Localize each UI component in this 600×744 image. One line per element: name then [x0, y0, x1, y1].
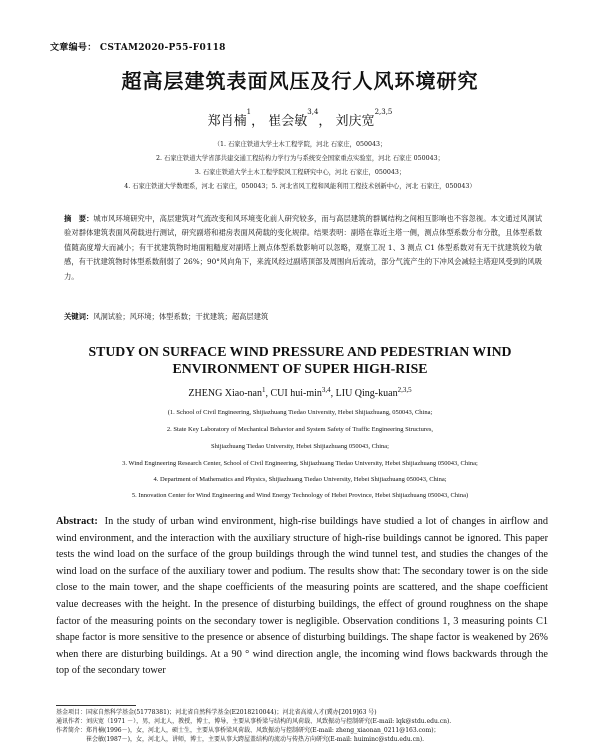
author-affiliation-mark: 3,4	[307, 108, 319, 116]
article-number: 文章编号： CSTAM2020-P55-F0118	[50, 43, 226, 53]
chinese-title: 超高层建筑表面风压及行人风环境研究	[121, 69, 479, 93]
english-affiliation: (1. School of Civil Engineering, Shijiazhuang Tiedao University, Hebei Shijiazhuang, 050043, China;	[167, 409, 433, 416]
english-abstract	[56, 514, 548, 680]
chinese-abstract-label: 摘 要：	[64, 214, 94, 223]
chinese-keywords-text: 风洞试验；风环境；体型系数；干扰建筑；超高层建筑	[93, 312, 269, 321]
author-affiliation-mark: 2,3,5	[397, 386, 412, 394]
author-name: 刘庆宽	[335, 114, 375, 129]
english-affiliation: 4. Department of Mathematics and Physics, Shijiazhuang Tiedao University, Hebei Shijiazhuang 050043, China;	[153, 476, 447, 483]
english-authors: ZHENG Xiao-nan$^1$, CUI hui-$\min^{3,4}$, LIU Qing-kuan$^{2,3,5}$	[188, 386, 412, 399]
english-affiliation: 2. State Key Laboratory of Mechanical Behavior and System Safety of Traffic Engineering Structures,	[166, 426, 434, 433]
author-name: ZHENG Xiao-nan	[188, 388, 262, 399]
author-name: CUI hui-min	[270, 388, 322, 399]
footnote-author-bio: 崔会敏(1987－)，女，河北人，讲师，博士，主要从事大跨屋盖结构的流动与传热方向研究(E-mail: huiminc@stdu.edu.cn).	[56, 736, 425, 743]
chinese-authors: 郑肖楠$^1$， 崔会敏$^{3,4}$， 刘庆宽$^{2,3,5}$	[207, 108, 393, 129]
chinese-keywords-label: 关键词：	[64, 312, 94, 321]
chinese-abstract	[64, 212, 542, 284]
english-abstract-label: Abstract:	[56, 516, 98, 527]
footnote-author-bio: 作者简介：郑肖楠(1996－)，女，河北人，硕士生，主要从事桥梁风荷载、风致振动与控制研究(E-mail: zheng_xiaonan_0211@163.com)；	[56, 727, 440, 734]
chinese-affiliation: 2. 石家庄铁道大学省部共建交通工程结构力学行为与系统安全国家重点实验室，河北 石家庄 050043；	[156, 155, 444, 162]
author-name: 崔会敏	[268, 114, 308, 129]
english-title-line: STUDY ON SURFACE WIND PRESSURE AND PEDESTRIAN WIND	[88, 344, 512, 359]
chinese-keywords	[64, 312, 542, 322]
english-abstract-text: In the study of urban wind environment, high-rise buildings have studied a lot of changes in airflow and wind environment, and the interaction with the auxiliary structure of high-rise buildings cannot be ignored. This paper tests the wind load on the surface of the group buildings through the wind tunnel test, and studies the changes of the wind load on the surface of the auxiliary tower and podium. The results show that: The secondary tower is on the side close to the main tower, and the shape coefficients of the measuring points are scattered, and the shape coefficient value decreases with the height. In the presence of disturbing buildings, the effect of ground roughness on the shape factor of the measuring points on the secondary tower is negligible. Observation conditions 1, 3 measuring points C1 shape factor is more sensitive to the presence or absence of disturbing buildings. The shape factor is weakened by 26% when there are disturbing buildings. At a 90 ° wind direction angle, the incoming wind flows backwards through the top of the secondary tower	[56, 516, 549, 677]
english-title	[0, 343, 600, 377]
author-name: LIU Qing-kuan	[335, 388, 398, 399]
chinese-affiliation: 3. 石家庄铁道大学土木工程学院风工程研究中心，河北 石家庄，050043；	[194, 169, 406, 176]
footnote-funding: 基金项目：国家自然科学基金(51778381)；河北省自然科学基金(E2018210044)；河北省高端人才(冀办[2019]63 号)	[56, 709, 377, 716]
english-title-line: ENVIRONMENT OF SUPER HIGH-RISE	[172, 361, 428, 376]
english-affiliation: Shijiazhuang Tiedao University, Hebei Shijiazhuang 050043, China;	[211, 443, 389, 450]
chinese-abstract-text: 城市风环境研究中，高层建筑对气流改变和风环境变化前人研究较多，而与高层建筑的群属结构之间相互影响也不容忽视。本文通过风洞试验对群体建筑表面风荷载进行测试，研究副塔和裙房表面风荷载的变化规律。结果表明：副塔在靠近主塔一侧，测点体型系数分布分散，且体型系数值随高度增大而减小；有干扰建筑物时地面粗糙度对副塔上测点体型系数影响可以忽略，观察工况 1、3 测点 C1 体型系数对有无干扰建筑较为敏感，有干扰建筑物时体型系数削弱了 26%；90°风向角下，来流风经过副塔顶部及周围向后流动，部分气流产生的下冲风会减轻主塔迎风受到的风吸力。	[64, 214, 542, 281]
author-affiliation-mark: 1	[262, 386, 266, 394]
author-affiliation-mark: 3,4	[321, 386, 331, 394]
author-name: 郑肖楠	[207, 114, 247, 129]
footnote-corresponding-author: 通讯作者：刘庆宽（1971 －），男，河北人，教授，博士，博导，主要从事桥梁与结构的风荷载、风致振动与控制研究(E-mail: lqk@stdu.edu.cn).	[56, 718, 452, 725]
chinese-affiliation: （1. 石家庄铁道大学土木工程学院，河北 石家庄，050043；	[213, 141, 387, 148]
english-affiliation: 3. Wind Engineering Research Center, School of Civil Engineering, Shijiazhuang Tiedao University, Hebei Shijiazhuang 050043, China;	[122, 460, 478, 467]
author-affiliation-mark: 1	[246, 108, 252, 116]
footnote-divider	[56, 705, 136, 706]
english-affiliation: 5. Innovation Center for Wind Engineering and Wind Energy Technology of Hebei Province, Hebei Shijiazhuang 050043, China)	[131, 492, 469, 499]
author-affiliation-mark: 2,3,5	[374, 108, 393, 116]
chinese-affiliation: 4. 石家庄铁道大学数理系，河北 石家庄，050043；5. 河北省风工程和风能利用工程技术创新中心，河北 石家庄，050043）	[124, 183, 476, 190]
